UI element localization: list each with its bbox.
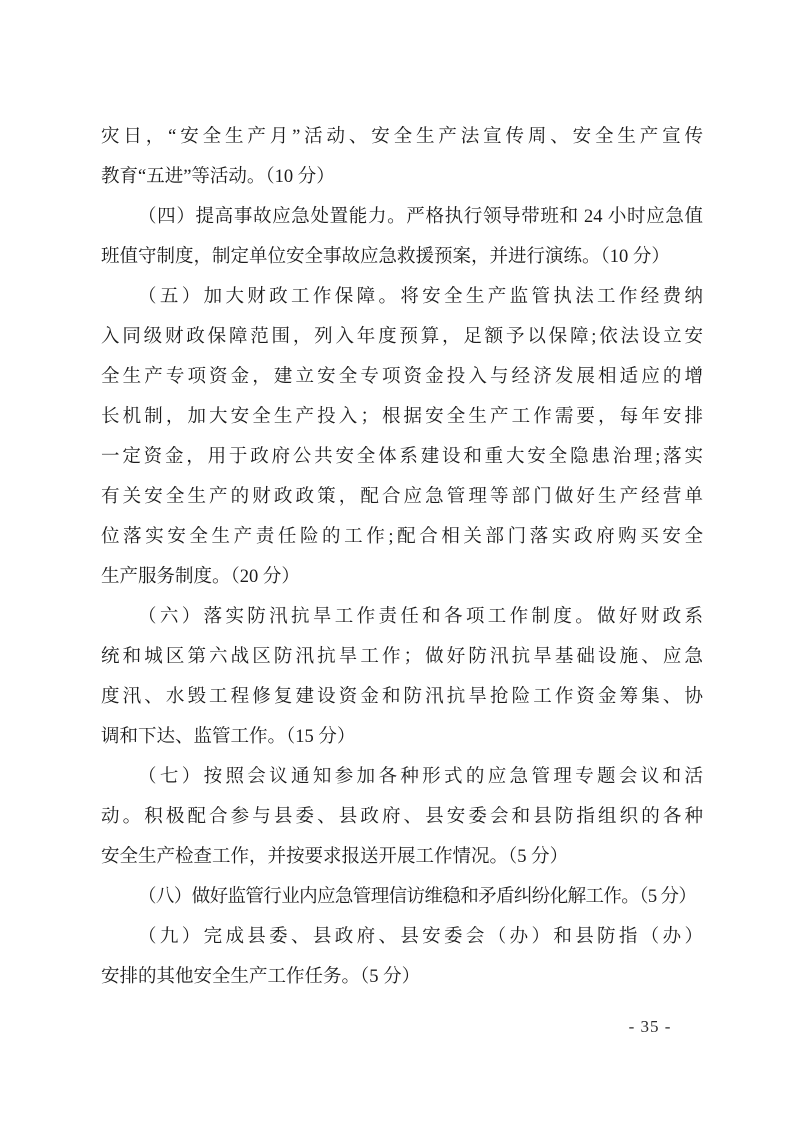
body-line: 全生产专项资金，建立安全专项资金投入与经济发展相适应的增 [101, 367, 703, 387]
body-line: （九）完成县委、县政府、县安委会（办）和县防指（办） [138, 927, 703, 947]
body-line: （五）加大财政工作保障。将安全生产监管执法工作经费纳 [138, 287, 703, 307]
body-line: 度汛、水毁工程修复建设资金和防汛抗旱抢险工作资金筹集、协 [101, 687, 703, 707]
body-line: 安排的其他安全生产工作任务。（5 分） [101, 967, 421, 987]
body-line: 统和城区第六战区防汛抗旱工作；做好防汛抗旱基础设施、应急 [101, 647, 703, 667]
body-line: 动。积极配合参与县委、县政府、县安委会和县防指组织的各种 [101, 807, 703, 827]
body-line: （七）按照会议通知参加各种形式的应急管理专题会议和活 [138, 767, 703, 787]
body-line: （四）提高事故应急处置能力。严格执行领导带班和 24 小时应急值 [138, 207, 703, 227]
body-line: 有关安全生产的财政政策，配合应急管理等部门做好生产经营单 [101, 487, 703, 507]
body-line: 生产服务制度。（20 分） [101, 567, 300, 587]
body-line: （六）落实防汛抗旱工作责任和各项工作制度。做好财政系 [138, 607, 703, 627]
body-line: 调和下达、监管工作。（15 分） [101, 727, 356, 747]
page-number: - 35 - [628, 1017, 672, 1036]
body-line: 位落实安全生产责任险的工作;配合相关部门落实政府购买安全 [101, 527, 703, 547]
body-line: 一定资金，用于政府公共安全体系建设和重大安全隐患治理;落实 [101, 447, 703, 467]
body-line: 安全生产检查工作，并按要求报送开展工作情况。（5 分） [101, 847, 569, 867]
document-body [101, 117, 703, 997]
body-line: 入同级财政保障范围，列入年度预算，足额予以保障;依法设立安 [101, 327, 703, 347]
body-line: 班值守制度，制定单位安全事故应急救援预案，并进行演练。（10 分） [101, 247, 670, 267]
body-line: 长机制，加大安全生产投入；根据安全生产工作需要，每年安排 [101, 407, 703, 427]
body-line: （八）做好监管行业内应急管理信访维稳和矛盾纠纷化解工作。（5 分） [138, 887, 697, 907]
body-line: 教育“五进”等活动。（10 分） [101, 167, 335, 187]
body-line: 灾日，“安全生产月”活动、安全生产法宣传周、安全生产宣传 [101, 127, 703, 147]
